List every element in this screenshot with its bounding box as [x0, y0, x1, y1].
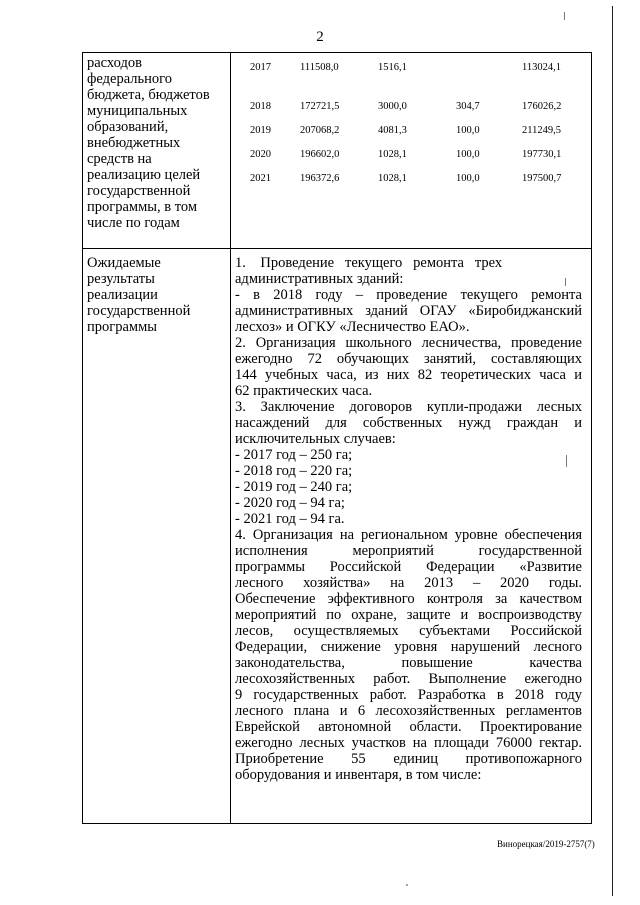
funding-year: 2019 — [250, 125, 271, 136]
results-line: Обеспечение эффективного контроля за качеством — [235, 591, 582, 607]
document-reference: Винорецкая/2019-2757(7) — [497, 839, 595, 849]
results-line: - 2019 год – 240 га; — [235, 479, 353, 495]
funding-municipal: 100,0 — [456, 173, 480, 184]
funding-federal: 196372,6 — [300, 173, 340, 184]
funding-label-line: образований, — [87, 119, 169, 135]
funding-federal: 172721,5 — [300, 101, 340, 112]
scan-edge-line — [612, 6, 613, 896]
funding-year: 2020 — [250, 149, 271, 160]
results-label-line: Ожидаемые — [87, 255, 161, 271]
funding-year: 2018 — [250, 101, 271, 112]
results-label-line: государственной — [87, 303, 191, 319]
funding-total: 211249,5 — [522, 125, 561, 136]
funding-label-line: числе по годам — [87, 215, 180, 231]
results-line: ежегодно 72 обучающих занятий, составляющих — [235, 351, 582, 367]
funding-label-line: федерального — [87, 71, 172, 87]
funding-federal: 111508,0 — [300, 62, 339, 73]
funding-regional: 1028,1 — [378, 173, 407, 184]
results-line: лесохозяйственных работ. Выполнение ежегодно — [235, 671, 582, 687]
row-divider — [82, 248, 592, 249]
results-line: лесов, осуществляемых субъектами Российской — [235, 623, 582, 639]
results-label-line: программы — [87, 319, 157, 335]
funding-federal: 196602,0 — [300, 149, 340, 160]
funding-label-line: реализацию целей — [87, 167, 201, 183]
results-line: лесного хозяйства» на 2013 – 2020 годы. — [235, 575, 582, 591]
funding-label-line: муниципальных — [87, 103, 188, 119]
results-line: 4. Организация на региональном уровне обеспечения — [235, 527, 582, 543]
results-line: Приобретение 55 единиц противопожарного — [235, 751, 582, 767]
column-divider — [230, 52, 231, 824]
table-top-border — [82, 52, 592, 53]
program-passport-table — [82, 52, 592, 824]
funding-label-line: государственной — [87, 183, 191, 199]
results-line: ежегодно лесных участков на площади 76000 гектар. — [235, 735, 582, 751]
results-line: административных зданий ОГАУ «Биробиджанский — [235, 303, 582, 319]
results-line: Федерации, снижение уровня нарушений лесного — [235, 639, 582, 655]
funding-total: 197500,7 — [522, 173, 562, 184]
scan-speck — [406, 884, 408, 886]
results-line: административных зданий: — [235, 271, 404, 287]
results-label-line: реализации — [87, 287, 158, 303]
funding-municipal: 100,0 — [456, 149, 480, 160]
results-line: 1. Проведение текущего ремонта трех — [235, 255, 503, 271]
funding-municipal: 304,7 — [456, 101, 480, 112]
results-text — [235, 255, 582, 783]
results-line: 9 государственных работ. Разработка в 2018 году — [235, 687, 582, 703]
results-line: законодательства, повышение качества — [235, 655, 582, 671]
results-line: программы Российской Федерации «Развитие — [235, 559, 582, 575]
funding-total: 197730,1 — [522, 149, 562, 160]
funding-year: 2021 — [250, 173, 271, 184]
results-line: 2. Организация школьного лесничества, проведение — [235, 335, 582, 351]
funding-total: 113024,1 — [522, 62, 561, 73]
funding-total: 176026,2 — [522, 101, 562, 112]
results-line: 62 практических часа. — [235, 383, 373, 399]
results-line: 144 учебных часа, из них 82 теоретических часа и — [235, 367, 582, 383]
results-line: исключительных случаев: — [235, 431, 396, 447]
funding-label-line: программы, в том — [87, 199, 198, 215]
funding-regional: 1516,1 — [378, 62, 407, 73]
results-line: лесхоз» и ОГКУ «Лесничество ЕАО». — [235, 319, 470, 335]
results-line: - 2020 год – 94 га; — [235, 495, 345, 511]
funding-regional: 1028,1 — [378, 149, 407, 160]
page-number: 2 — [316, 29, 324, 45]
funding-regional: 4081,3 — [378, 125, 407, 136]
results-label — [87, 255, 229, 335]
results-line: Еврейской автономной области. Проектирование — [235, 719, 582, 735]
funding-label-line: бюджета, бюджетов — [87, 87, 210, 103]
table-left-border — [82, 52, 83, 824]
funding-municipal: 100,0 — [456, 125, 480, 136]
funding-year: 2017 — [250, 62, 271, 73]
table-right-border — [591, 52, 592, 824]
funding-label-line: средств на — [87, 151, 152, 167]
results-line: 3. Заключение договоров купли-продажи лесных — [235, 399, 582, 415]
results-label-line: результаты — [87, 271, 155, 287]
funding-label-line: внебюджетных — [87, 135, 181, 151]
results-line: исполнения мероприятий государственной — [235, 543, 582, 559]
funding-federal: 207068,2 — [300, 125, 340, 136]
table-bottom-border — [82, 823, 592, 824]
results-line: - 2017 год – 250 га; — [235, 447, 353, 463]
results-line: лесного плана и 6 лесохозяйственных регламентов — [235, 703, 582, 719]
funding-regional: 3000,0 — [378, 101, 407, 112]
results-line: оборудования и инвентаря, в том числе: — [235, 767, 482, 783]
results-line: - 2018 год – 220 га; — [235, 463, 353, 479]
results-line: - 2021 год – 94 га. — [235, 511, 345, 527]
results-line: мероприятий по охране, защите и воспроизводству — [235, 607, 582, 623]
scan-mark — [564, 12, 565, 20]
results-line: - в 2018 году – проведение текущего ремонта — [235, 287, 582, 303]
funding-label — [87, 55, 229, 231]
funding-label-line: расходов — [87, 55, 142, 71]
results-line: насаждений для собственных нужд граждан и — [235, 415, 582, 431]
